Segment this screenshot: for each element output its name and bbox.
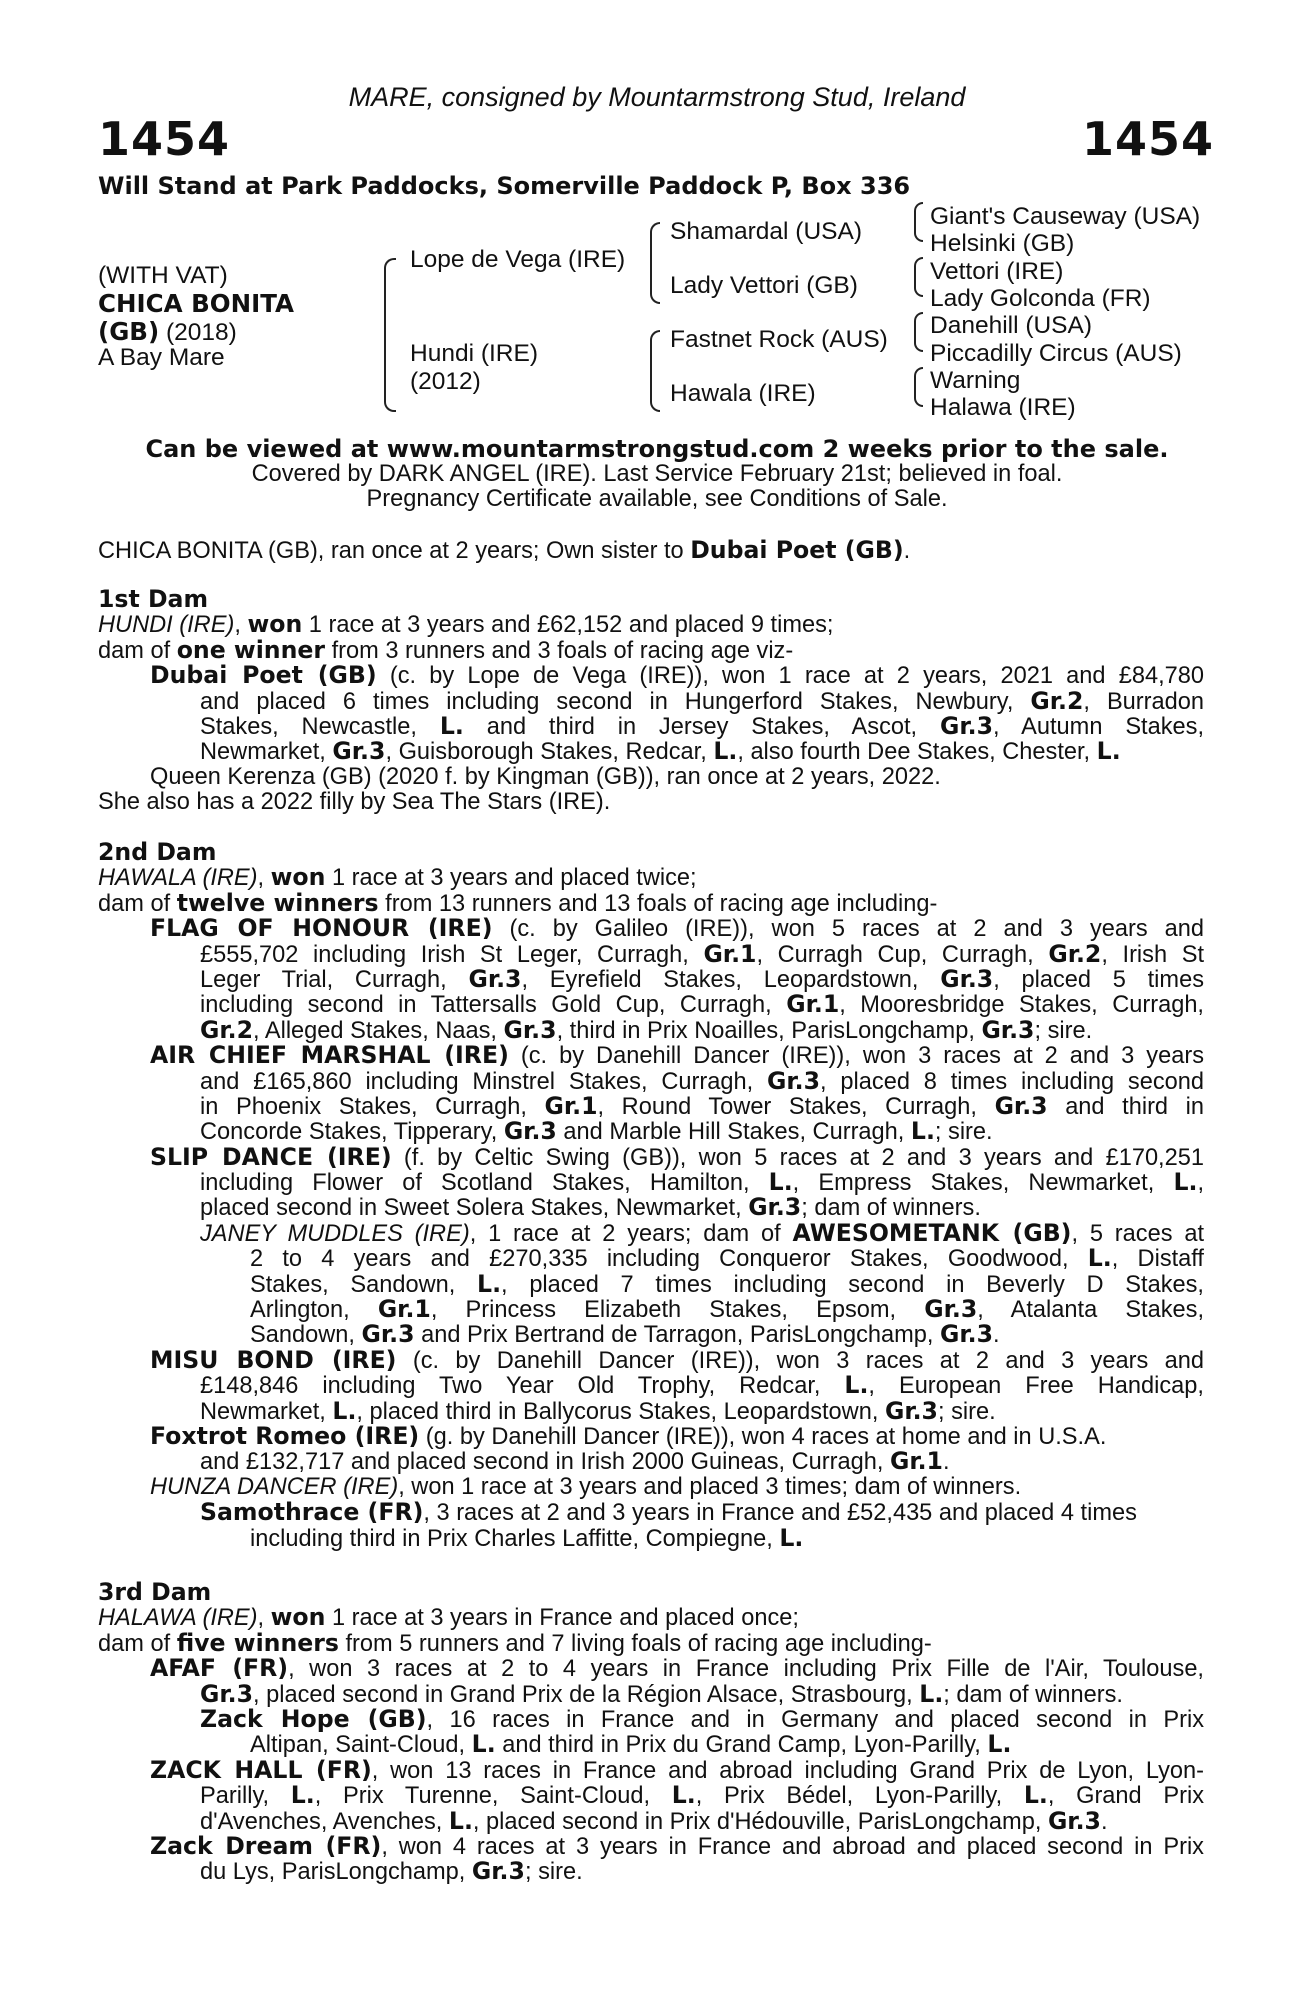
bold-text: Samothrace (FR) [200, 1498, 424, 1527]
text-line [98, 1246, 1204, 1271]
text-line [98, 1142, 1204, 1171]
vat-label: (WITH VAT) [98, 262, 228, 289]
pedigree-g5: Danehill (USA) [930, 312, 1093, 339]
bold-text: Gr.3 [332, 737, 386, 766]
bold-text: Gr.3 [940, 1320, 994, 1349]
line-text: and £132,717 and placed second in Irish 2000 Guineas, Curragh, [200, 1449, 890, 1476]
bold-text: L. [477, 1269, 502, 1298]
pedigree-brace-g3 [914, 312, 923, 352]
text-line [98, 1322, 1204, 1347]
pedigree-brace-main [384, 258, 396, 412]
line-text: ; sire. [524, 1859, 583, 1886]
line-text: , [257, 865, 271, 892]
bold-text: AIR CHIEF MARSHAL (IRE) [150, 1041, 509, 1070]
line-text: , Mooresbridge Stakes, Curragh, [839, 992, 1204, 1019]
bold-text: L. [779, 1523, 804, 1552]
line-text: , won 4 races at 3 years in France and abroad and placed second in Prix [381, 1833, 1204, 1860]
line-text: , placed 5 times [993, 966, 1204, 993]
horse-country: (GB) [98, 317, 160, 346]
line-text: (g. by Danehill Dancer (IRE)), won 4 races at home and in U.S.A. [419, 1423, 1107, 1450]
line-text: , [234, 612, 248, 639]
text-line [98, 1345, 1204, 1374]
bold-text: Gr.3 [748, 1193, 802, 1222]
line-text: , Atalanta Stakes, [977, 1297, 1205, 1324]
line-text: from 13 runners and 13 foals of racing age including- [378, 890, 938, 917]
bold-text: Zack Hope (GB) [200, 1704, 427, 1733]
line-text: Parilly, [200, 1783, 291, 1810]
line-text: She also has a 2022 filly by Sea The Stars (IRE). [98, 789, 611, 816]
line-text: ; dam of winners. [943, 1681, 1123, 1708]
text-line [98, 1628, 1204, 1657]
line-text: , Distaff [1111, 1246, 1204, 1273]
line-text: , 3 races at 2 and 3 years in France and £52,435 and placed 4 times [423, 1500, 1137, 1527]
line-text: , Grand Prix [1047, 1783, 1204, 1810]
text-line [98, 663, 1204, 688]
bold-text: Gr.1 [889, 1447, 943, 1476]
bold-text: L. [1173, 1168, 1198, 1197]
bold-text: L. [987, 1730, 1012, 1759]
text-line [98, 1043, 1204, 1068]
line-text: , Guisborough Stakes, Redcar, [385, 739, 714, 766]
line-text: dam of [98, 1630, 177, 1657]
line-text: Stakes, Sandown, [250, 1271, 478, 1298]
bold-text: Gr.3 [994, 1091, 1048, 1120]
pedigree-brace-dam [650, 330, 660, 412]
viewing-note: Can be viewed at www.mountarmstrongstud.com 2 weeks prior to the sale. [145, 435, 1169, 463]
line-text: , [257, 1605, 271, 1632]
bold-text: Gr.3 [1047, 1806, 1101, 1835]
bold-text: L. [713, 737, 738, 766]
text-line [98, 1523, 1204, 1552]
line-text: 1 race at 3 years and £62,152 and placed 9 times; [302, 612, 834, 639]
line-text: from 5 runners and 7 living foals of racing age including- [338, 1630, 932, 1657]
italic-text: HUNZA DANCER (IRE) [150, 1473, 399, 1500]
bold-text: twelve winners [176, 888, 379, 917]
line-text: and placed 6 times including second in Hungerford Stakes, Newbury, [200, 688, 1031, 715]
text-line [98, 1605, 1204, 1630]
line-text: Queen Kerenza (GB) (2020 f. by Kingman (GB)), ran once at 2 years, 2022. [150, 763, 941, 790]
horse-description: A Bay Mare [98, 344, 225, 371]
text-line [98, 964, 1204, 993]
pedigree-g2: Helsinki (GB) [930, 230, 1075, 257]
bold-text: ZACK HALL (FR) [150, 1755, 372, 1784]
line-text: . [1100, 1808, 1108, 1835]
line-text: , Irish St [1101, 941, 1204, 968]
covered-note: Covered by DARK ANGEL (IRE). Last Service February 21st; believed in foal. [251, 461, 1063, 487]
line-text: and Prix Bertrand de Tarragon, ParisLongchamp, [414, 1322, 941, 1349]
bold-text: Gr.1 [377, 1295, 431, 1324]
line-text: , [1197, 1170, 1204, 1197]
intro-text: CHICA BONITA (GB), ran once at 2 years; Own sister to [98, 538, 691, 564]
line-text: , Princess Elizabeth Stakes, Epsom, [430, 1297, 925, 1324]
line-text: , European Free Handicap, [868, 1373, 1204, 1400]
pedigree-g6: Piccadilly Circus (AUS) [930, 340, 1182, 367]
line-text: (c. by Galileo (IRE)), won 5 races at 2 and 3 years and [492, 916, 1204, 943]
bold-text: Gr.3 [767, 1066, 821, 1095]
consignment-line: MARE, consigned by Mountarmstrong Stud, Ireland [348, 82, 966, 112]
bold-text: won [270, 863, 326, 892]
bold-text: Gr.3 [924, 1295, 978, 1324]
bold-text: Gr.2 [1030, 686, 1084, 715]
bold-text: SLIP DANCE (IRE) [150, 1142, 392, 1171]
text-line [98, 635, 1204, 664]
line-text: and third in Prix du Grand Camp, Lyon-Parilly, [495, 1732, 988, 1759]
bold-text: won [247, 610, 303, 639]
bold-text: Gr.3 [503, 1117, 557, 1146]
line-text: , third in Prix Noailles, ParisLongchamp, [556, 1017, 982, 1044]
line-text: , won 3 races at 2 to 4 years in France including Prix Fille de l'Air, Toulouse, [288, 1656, 1204, 1683]
bold-text: L. [471, 1730, 496, 1759]
line-text: (f. by Celtic Swing (GB)), won 5 races at 2 and 3 years and £170,251 [391, 1144, 1204, 1171]
bold-text: Dubai Poet (GB) [150, 661, 377, 690]
intro-sibling: Dubai Poet (GB) [690, 536, 904, 564]
line-text: placed second in Sweet Solera Stakes, Newmarket, [200, 1195, 749, 1222]
pedigree-g1: Giant's Causeway (USA) [930, 203, 1201, 230]
line-text: in Phoenix Stakes, Curragh, [200, 1093, 545, 1120]
line-text: , Prix Turenne, Saint-Cloud, [314, 1783, 672, 1810]
pedigree-g8: Halawa (IRE) [930, 394, 1076, 421]
intro-end: . [903, 538, 911, 564]
line-text: , Eyrefield Stakes, Leopardstown, [521, 966, 941, 993]
bold-text: Zack Dream (FR) [150, 1831, 382, 1860]
text-line [98, 1170, 1204, 1195]
text-line [98, 1421, 1204, 1450]
line-text: Arlington, [250, 1297, 378, 1324]
line-text: including Flower of Scotland Stakes, Hamilton, [200, 1170, 769, 1197]
bold-text: five winners [176, 1628, 339, 1657]
bold-text: L. [671, 1781, 696, 1810]
line-text: , Autumn Stakes, [993, 713, 1205, 740]
pedigree-brace-g2 [914, 257, 923, 297]
text-line [98, 888, 1204, 917]
text-line [98, 1831, 1204, 1860]
italic-text: HUNDI (IRE) [98, 612, 235, 639]
bold-text: L. [844, 1371, 869, 1400]
bold-text: L. [439, 711, 464, 740]
bold-text: Gr.3 [939, 711, 994, 740]
bold-text: L. [448, 1806, 473, 1835]
text-line [98, 1783, 1204, 1808]
bold-text: Gr.1 [703, 939, 757, 968]
text-line [98, 711, 1205, 740]
text-line [98, 1015, 1204, 1044]
bold-text: Gr.3 [940, 964, 994, 993]
text-line [98, 1373, 1204, 1398]
line-text: ; dam of winners. [801, 1195, 981, 1222]
pedigree-sire: Lope de Vega (IRE) [410, 246, 626, 273]
bold-text: L. [332, 1396, 357, 1425]
pedigree-g7: Warning [930, 367, 1021, 394]
bold-text: MISU BOND (IRE) [150, 1345, 397, 1374]
line-text: , 1 race at 2 years; dam of [469, 1220, 793, 1247]
text-line [98, 1500, 1204, 1525]
bold-text: L. [1096, 737, 1121, 766]
line-text: , Prix Bédel, Lyon-Parilly, [695, 1783, 1024, 1810]
bold-text: one winner [176, 635, 326, 664]
bold-text: AFAF (FR) [150, 1654, 289, 1683]
pedigree-g3: Vettori (IRE) [930, 258, 1064, 285]
line-text: . [993, 1322, 1000, 1349]
bold-text: L. [290, 1781, 315, 1810]
line-text: 2 to 4 years and £270,335 including Conqueror Stakes, Goodwood, [250, 1246, 1088, 1273]
bold-text: Gr.3 [361, 1320, 415, 1349]
bold-text: L. [768, 1168, 793, 1197]
line-text: dam of [98, 890, 177, 917]
lot-number-left: 1454 [98, 112, 231, 166]
text-line [98, 939, 1204, 968]
bold-text: L. [919, 1679, 944, 1708]
line-text: (c. by Danehill Dancer (IRE)), won 3 races at 2 and 3 years and [396, 1347, 1204, 1374]
line-text: 1 race at 3 years and placed twice; [325, 865, 697, 892]
line-text: ; sire. [934, 1119, 993, 1146]
line-text: and third in Jersey Stakes, Ascot, [463, 713, 940, 740]
text-line [98, 1396, 1204, 1425]
text-line [98, 1195, 1204, 1220]
text-line [98, 1475, 1204, 1500]
text-line [98, 1066, 1204, 1095]
italic-text: HAWALA (IRE) [98, 865, 258, 892]
horse-country-year [98, 317, 237, 347]
line-text: , placed third in Ballycorus Stakes, Leopardstown, [356, 1398, 885, 1425]
line-text: , Curragh Cup, Curragh, [756, 941, 1049, 968]
line-text: , 16 races in France and in Germany and placed second in Prix [426, 1706, 1204, 1733]
bold-text: Gr.3 [200, 1679, 254, 1708]
line-text: dam of [98, 637, 177, 664]
text-line [98, 765, 1204, 790]
line-text: Leger Trial, Curragh, [200, 966, 469, 993]
text-line [98, 1297, 1204, 1322]
text-line [98, 1859, 1204, 1884]
bold-text: Gr.3 [471, 1857, 525, 1886]
pedigree-dam-year: (2012) [410, 368, 481, 395]
line-text: du Lys, ParisLongchamp, [200, 1859, 472, 1886]
line-text: Newmarket, [200, 1398, 333, 1425]
line-text: from 3 runners and 3 foals of racing age viz- [325, 637, 794, 664]
bold-text: Gr.1 [544, 1091, 598, 1120]
line-text: (c. by Danehill Dancer (IRE)), won 3 races at 2 and 3 years [508, 1043, 1205, 1070]
line-text: , Round Tower Stakes, Curragh, [597, 1093, 995, 1120]
line-text: Stakes, Newcastle, [200, 713, 440, 740]
text-line [98, 1755, 1204, 1784]
italic-text: JANEY MUDDLES (IRE) [200, 1220, 470, 1247]
pedigree-g4: Lady Golconda (FR) [930, 285, 1151, 312]
section-3rd-dam [98, 1580, 1204, 1885]
text-line [98, 1218, 1205, 1247]
pedigree-dam: Hundi (IRE) [410, 340, 538, 367]
line-text: Newmarket, [200, 739, 333, 766]
text-line [98, 1269, 1204, 1298]
section-1st-dam [98, 587, 1204, 816]
bold-text: Gr.3 [981, 1015, 1035, 1044]
text-line [98, 612, 1204, 637]
bold-text: L. [910, 1117, 935, 1146]
pedigree-dam-sire: Fastnet Rock (AUS) [670, 326, 888, 353]
bold-text: Gr.3 [468, 964, 522, 993]
line-text: , placed 7 times including second in Beverly D Stakes, [501, 1271, 1204, 1298]
text-line [98, 1732, 1204, 1757]
stand-location: Will Stand at Park Paddocks, Somerville Paddock P, Box 336 [98, 172, 911, 200]
line-text: , Burradon [1083, 688, 1204, 715]
lot-number-right: 1454 [1082, 112, 1215, 166]
line-text: Sandown, [250, 1322, 362, 1349]
bold-text: Gr.3 [884, 1396, 938, 1425]
text-line [98, 1449, 1204, 1474]
section-title: 1st Dam [98, 585, 209, 613]
line-text: (c. by Lope de Vega (IRE)), won 1 race at 2 years, 2021 and £84,780 [376, 663, 1205, 690]
bold-text: Foxtrot Romeo (IRE) [150, 1421, 420, 1450]
bold-text: Gr.3 [503, 1015, 557, 1044]
line-text: , placed second in Prix d'Hédouville, ParisLongchamp, [472, 1808, 1048, 1835]
pedigree-brace-g1 [914, 202, 923, 242]
line-text: and Marble Hill Stakes, Curragh, [556, 1119, 911, 1146]
text-line [98, 1119, 1204, 1144]
line-text: , placed second in Grand Prix de la Région Alsace, Strasbourg, [253, 1681, 920, 1708]
section-2nd-dam [98, 840, 1204, 1551]
line-text: , also fourth Dee Stakes, Chester, [737, 739, 1097, 766]
line-text: and third in [1047, 1093, 1205, 1120]
text-line [98, 1806, 1204, 1835]
section-title: 2nd Dam [98, 838, 217, 866]
line-text: 1 race at 3 years in France and placed once; [325, 1605, 799, 1632]
line-text: and £165,860 including Minstrel Stakes, Curragh, [200, 1068, 767, 1095]
text-line [98, 686, 1204, 715]
line-text: , placed 8 times including second [820, 1068, 1204, 1095]
text-line [98, 790, 1204, 815]
line-text: Concorde Stakes, Tipperary, [200, 1119, 504, 1146]
horse-year: (2018) [159, 319, 237, 346]
bold-text: L. [1023, 1781, 1048, 1810]
text-line [98, 865, 1204, 890]
line-text: , Alleged Stakes, Naas, [253, 1017, 504, 1044]
line-text: including second in Tattersalls Gold Cup, Curragh, [200, 992, 787, 1019]
line-text: , 5 races at [1071, 1220, 1205, 1247]
italic-text: HALAWA (IRE) [98, 1605, 258, 1632]
certificate-note: Pregnancy Certificate available, see Conditions of Sale. [366, 486, 948, 512]
line-text: ; sire. [1034, 1017, 1093, 1044]
line-text: £555,702 including Irish St Leger, Curragh, [200, 941, 704, 968]
line-text: , Empress Stakes, Newmarket, [792, 1170, 1174, 1197]
bold-text: AWESOMETANK (GB) [792, 1218, 1072, 1247]
bold-text: Gr.2 [1048, 939, 1102, 968]
intro-line [98, 536, 910, 565]
horse-name: CHICA BONITA [98, 289, 294, 318]
line-text: , won 1 race at 3 years and placed 3 times; dam of winners. [398, 1473, 1022, 1500]
text-line [98, 916, 1204, 941]
section-title: 3rd Dam [98, 1578, 212, 1606]
text-line [98, 1656, 1204, 1681]
pedigree-brace-sire [650, 222, 660, 304]
line-text: Altipan, Saint-Cloud, [250, 1732, 472, 1759]
pedigree-sire-dam: Lady Vettori (GB) [670, 272, 858, 299]
line-text: d'Avenches, Avenches, [200, 1808, 449, 1835]
line-text: . [942, 1449, 950, 1476]
pedigree-brace-g4 [914, 367, 923, 407]
text-line [98, 992, 1204, 1017]
bold-text: Gr.1 [786, 990, 840, 1019]
bold-text: Gr.2 [200, 1015, 254, 1044]
text-line [98, 1704, 1204, 1733]
line-text: , won 13 races in France and abroad including Grand Prix de Lyon, Lyon- [371, 1757, 1204, 1784]
bold-text: won [270, 1603, 326, 1632]
bold-text: FLAG OF HONOUR (IRE) [150, 914, 493, 943]
text-line [98, 1091, 1205, 1120]
line-text: including third in Prix Charles Laffitte, Compiegne, [250, 1525, 780, 1552]
pedigree-dam-dam: Hawala (IRE) [670, 380, 816, 407]
pedigree-sire-sire: Shamardal (USA) [670, 218, 862, 245]
bold-text: L. [1087, 1244, 1112, 1273]
text-line [98, 1679, 1204, 1708]
text-line [98, 739, 1204, 764]
line-text: ; sire. [937, 1398, 996, 1425]
line-text: £148,846 including Two Year Old Trophy, Redcar, [200, 1373, 845, 1400]
